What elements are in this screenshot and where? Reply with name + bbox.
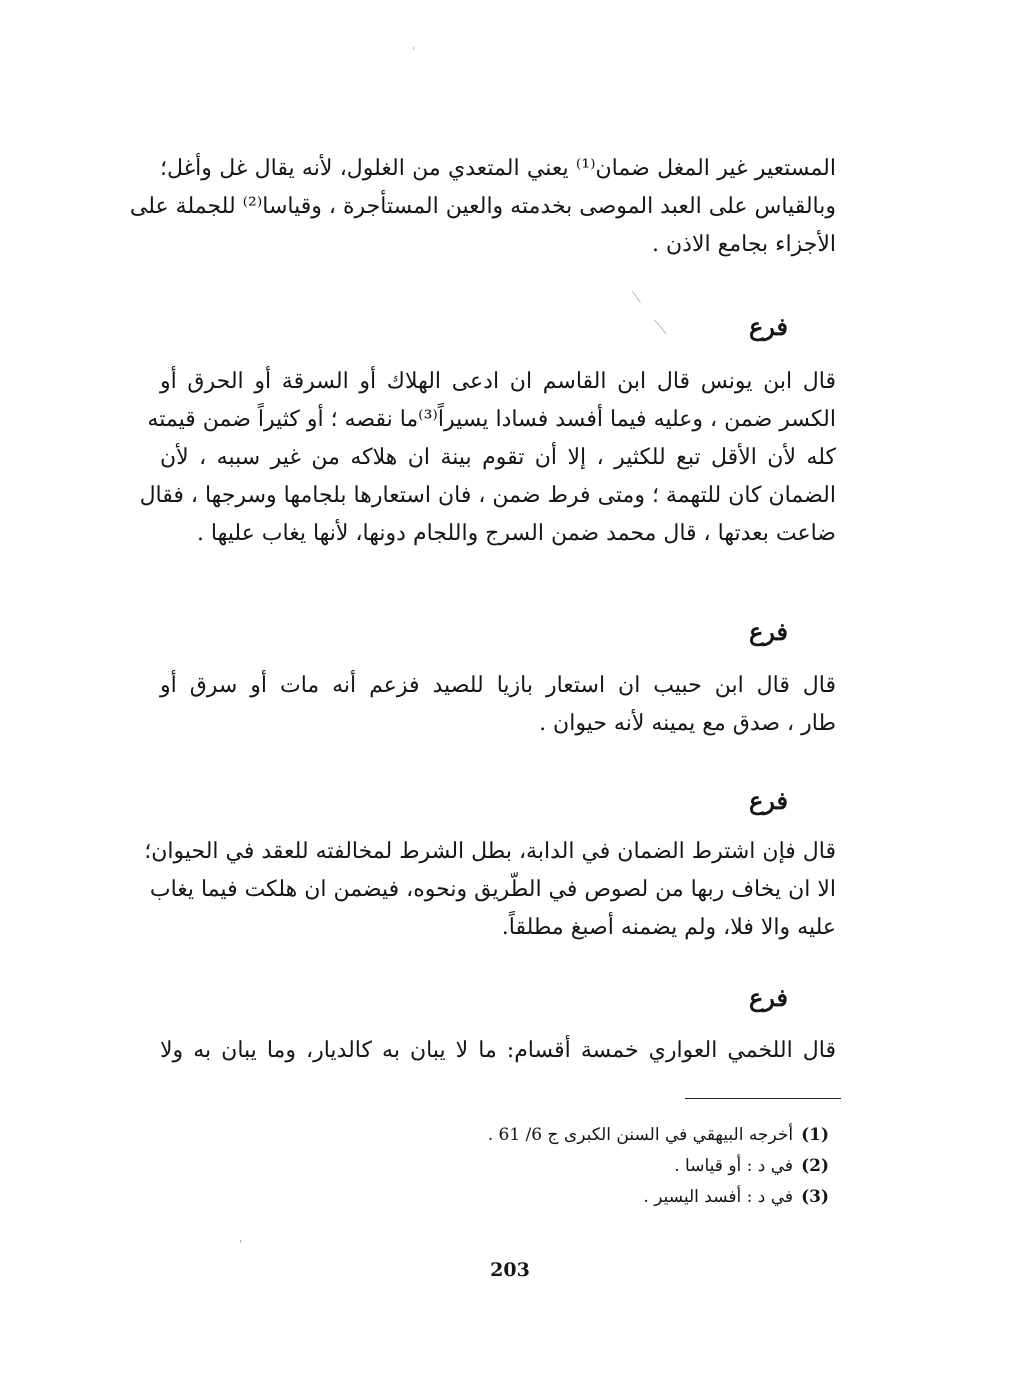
text-line: كله لأن الأقل تبع للكثير ، إلا أن تقوم بينة ان هلاكه من غير سببه ، لأن <box>160 445 836 470</box>
footnote-divider <box>685 1098 841 1099</box>
text-line: ضاعت بعدتها ، قال محمد ضمن السرج واللجام دونها، لأنها يغاب عليها . <box>196 521 836 546</box>
scan-speck <box>632 291 641 303</box>
footnote-2 <box>488 1151 829 1182</box>
text-line: عليه والا فلا، ولم يضمنه أصبغ مطلقاً. <box>501 915 836 940</box>
section-heading: فرع <box>748 786 788 815</box>
footnote-number: (2) <box>801 1156 829 1176</box>
section-heading: فرع <box>748 983 788 1012</box>
text-line: قال اللخمي العواري خمسة أقسام: ما لا يبان به كالديار، وما يبان به ولا <box>160 1038 836 1063</box>
scan-speck <box>654 320 666 334</box>
paragraph-section-4 <box>160 1032 836 1070</box>
section-heading: فرع <box>748 312 788 341</box>
text-line: المستعير غير المغل ضمان⁽¹⁾ يعني المتعدي من الغلول، لأنه يقال غل وأغل؛ <box>160 156 836 181</box>
text-line: قال فإن اشترط الضمان في الدابة، بطل الشرط لمخالفته للعقد في الحيوان؛ <box>144 839 836 864</box>
paragraph-section-2 <box>160 667 836 743</box>
footnote-text: في د : أفسد اليسير . <box>643 1187 794 1207</box>
scan-speck <box>413 47 414 50</box>
page-number: 203 <box>490 1259 530 1281</box>
text-line: وبالقياس على العبد الموصى بخدمته والعين المستأجرة ، وقياسا⁽²⁾ للجملة على <box>129 194 836 219</box>
text-line: طار ، صدق مع يمينه لأنه حيوان . <box>539 711 836 736</box>
scan-speck <box>240 1240 241 1243</box>
text-line: الأجزاء بجامع الاذن . <box>652 232 836 257</box>
paragraph-section-1 <box>139 363 836 553</box>
footnotes <box>488 1120 829 1213</box>
footnote-number: (1) <box>801 1125 829 1145</box>
text-line: قال ابن يونس قال ابن القاسم ان ادعى الهلاك أو السرقة أو الحرق أو <box>160 369 836 394</box>
footnote-text: في د : أو قياسا . <box>674 1156 794 1176</box>
footnote-number: (3) <box>801 1187 829 1207</box>
footnote-1 <box>488 1120 829 1151</box>
paragraph-section-3 <box>144 833 836 947</box>
footnote-text: أخرجه البيهقي في السنن الكبرى ج 6/ 61 . <box>487 1125 794 1145</box>
paragraph-intro <box>129 150 836 264</box>
section-heading: فرع <box>748 617 788 646</box>
footnote-3 <box>488 1182 829 1213</box>
text-line: الكسر ضمن ، وعليه فيما أفسد فسادا يسيراً⁽³⁾ما نقصه ؛ أو كثيراً ضمن قيمته <box>147 407 836 432</box>
text-line: قال قال ابن حبيب ان استعار بازيا للصيد فزعم أنه مات أو سرق أو <box>160 673 836 698</box>
text-line: الضمان كان للتهمة ؛ ومتى فرط ضمن ، فان استعارها بلجامها وسرجها ، فقال <box>139 483 836 508</box>
text-line: الا ان يخاف ربها من لصوص في الطّريق ونحوه، فيضمن ان هلكت فيما يغاب <box>149 877 836 902</box>
